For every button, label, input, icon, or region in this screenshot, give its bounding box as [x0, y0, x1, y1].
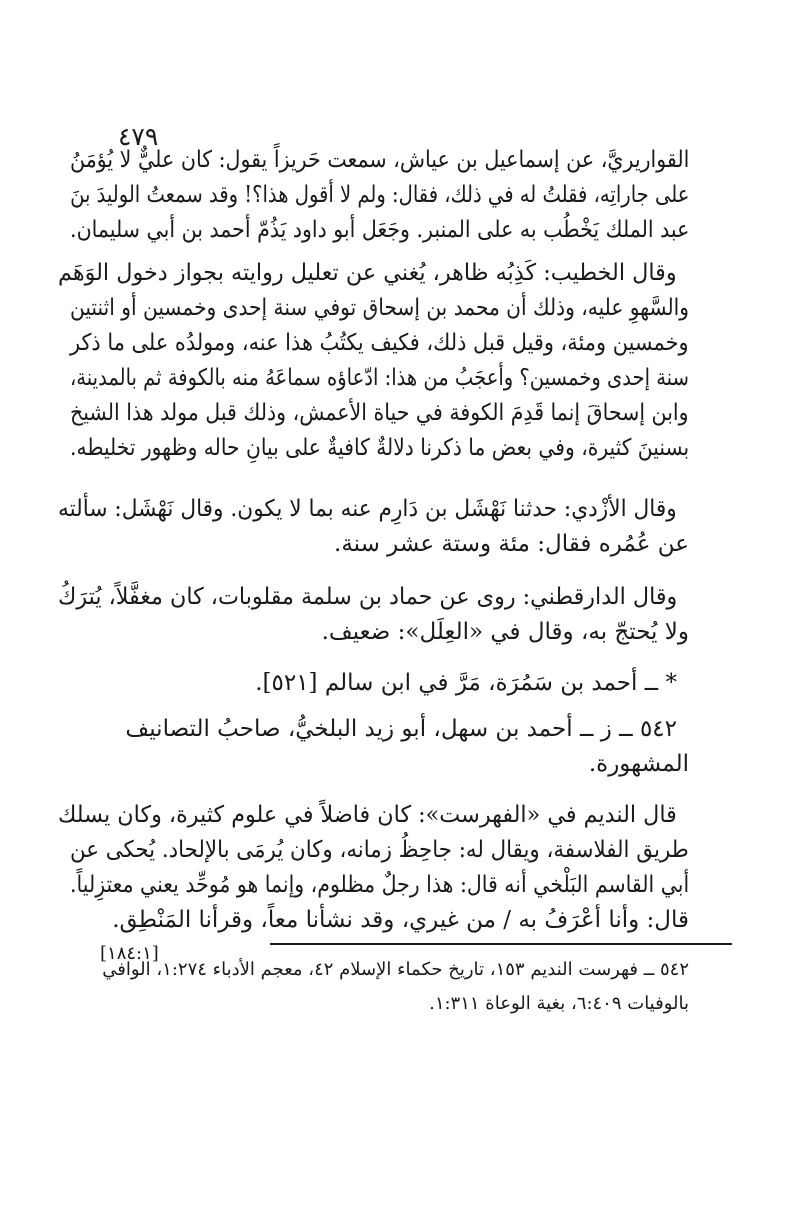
footnote-line: ٥٤٢ ــ فهرست النديم ١٥٣، تاريخ حكماء الإسلام ٤٢، معجم الأدباء ١:٢٧٤، الوافي: [102, 959, 689, 980]
body-line: عن عُمُره فقال: مئة وستة عشر سنة.: [334, 531, 689, 557]
body-line: وابن إسحاقَ إنما قَدِمَ الكوفة في حياة الأعمش، وذلك قبل مولد هذا الشيخ: [70, 400, 689, 426]
body-line: عبد الملك يَخْطُب به على المنبر. وجَعَل أبو داود يَذُمّ أحمد بن أبي سليمان.: [69, 217, 689, 243]
body-line: قال: وأنا أعْرَفُ به / من غيري، وقد نشأنا معاً، وقرأنا المَنْطِق.: [112, 907, 689, 933]
body-line: المشهورة.: [588, 751, 689, 777]
entry-cross-reference: * ــ أحمد بن سَمُرَة، مَرَّ في ابن سالم [٥٢١].: [255, 670, 677, 696]
body-line: قال النديم في «الفهرست»: كان فاضلاً في علوم كثيرة، وكان يسلك: [58, 802, 677, 828]
body-line: وخمسين ومئة، وقيل قبل ذلك، فكيف يكتُبُ هذا عنه، ومولدُه على ما ذكر: [70, 330, 689, 356]
body-line: بسنينَ كثيرة، وفي بعض ما ذكرنا دلالةٌ كافيةٌ على بيانِ حاله وظهور تخليطه.: [69, 435, 689, 461]
body-line: وقال الخطيب: كَذِبُه ظاهر، يُغني عن تعليل روايته بجواز دخول الوَهَم: [58, 260, 677, 286]
entry-heading: ٥٤٢ ــ ز ــ أحمد بن سهل، أبو زيد البلخيُّ، صاحبُ التصانيف: [125, 716, 677, 742]
body-line: وقال الأزْدي: حدثنا نَهْشَل بن دَارِم عنه بما لا يكون. وقال نَهْشَل: سألته: [58, 496, 677, 522]
body-line: والسَّهوِ عليه، وذلك أن محمد بن إسحاق توفي سنة إحدى وخمسين أو اثنتين: [70, 295, 689, 321]
page-number: ٤٧٩: [118, 122, 159, 151]
footnote-line: بالوفيات ٦:٤٠٩، بغية الوعاة ١:٣١١.: [429, 993, 689, 1014]
body-line: طريق الفلاسفة، ويقال له: جاحِظُ زمانه، وكان يُرمَى بالإلحاد. يُحكى عن: [70, 837, 689, 863]
body-line: على جاراتِه، فقلتُ له في ذلك، فقال: ولم لا أقول هذا؟! وقد سمعتُ الوليدَ بنَ: [69, 182, 689, 208]
body-line: وقال الدارقطني: روى عن حماد بن سلمة مقلوبات، كان مغفَّلاً، يُترَكُ: [57, 584, 677, 610]
margin-reference: [١٨٤:١]: [100, 943, 159, 964]
body-line: القواريريَّ، عن إسماعيل بن عياش، سمعت حَريزاً يقول: كان عليٌّ لا يُؤمَنُ: [69, 147, 689, 173]
body-line: سنة إحدى وخمسين؟ وأعجَبُ من هذا: ادّعاؤه سماعَهُ منه بالكوفة ثم بالمدينة،: [70, 365, 689, 391]
footnote-divider: [270, 943, 732, 945]
body-line: أبي القاسم البَلْخي أنه قال: هذا رجلٌ مظلوم، وإنما هو مُوحِّد يعني معتزِلياً.: [69, 872, 689, 898]
body-line: ولا يُحتجّ به، وقال في «العِلَل»: ضعيف.: [321, 619, 689, 645]
